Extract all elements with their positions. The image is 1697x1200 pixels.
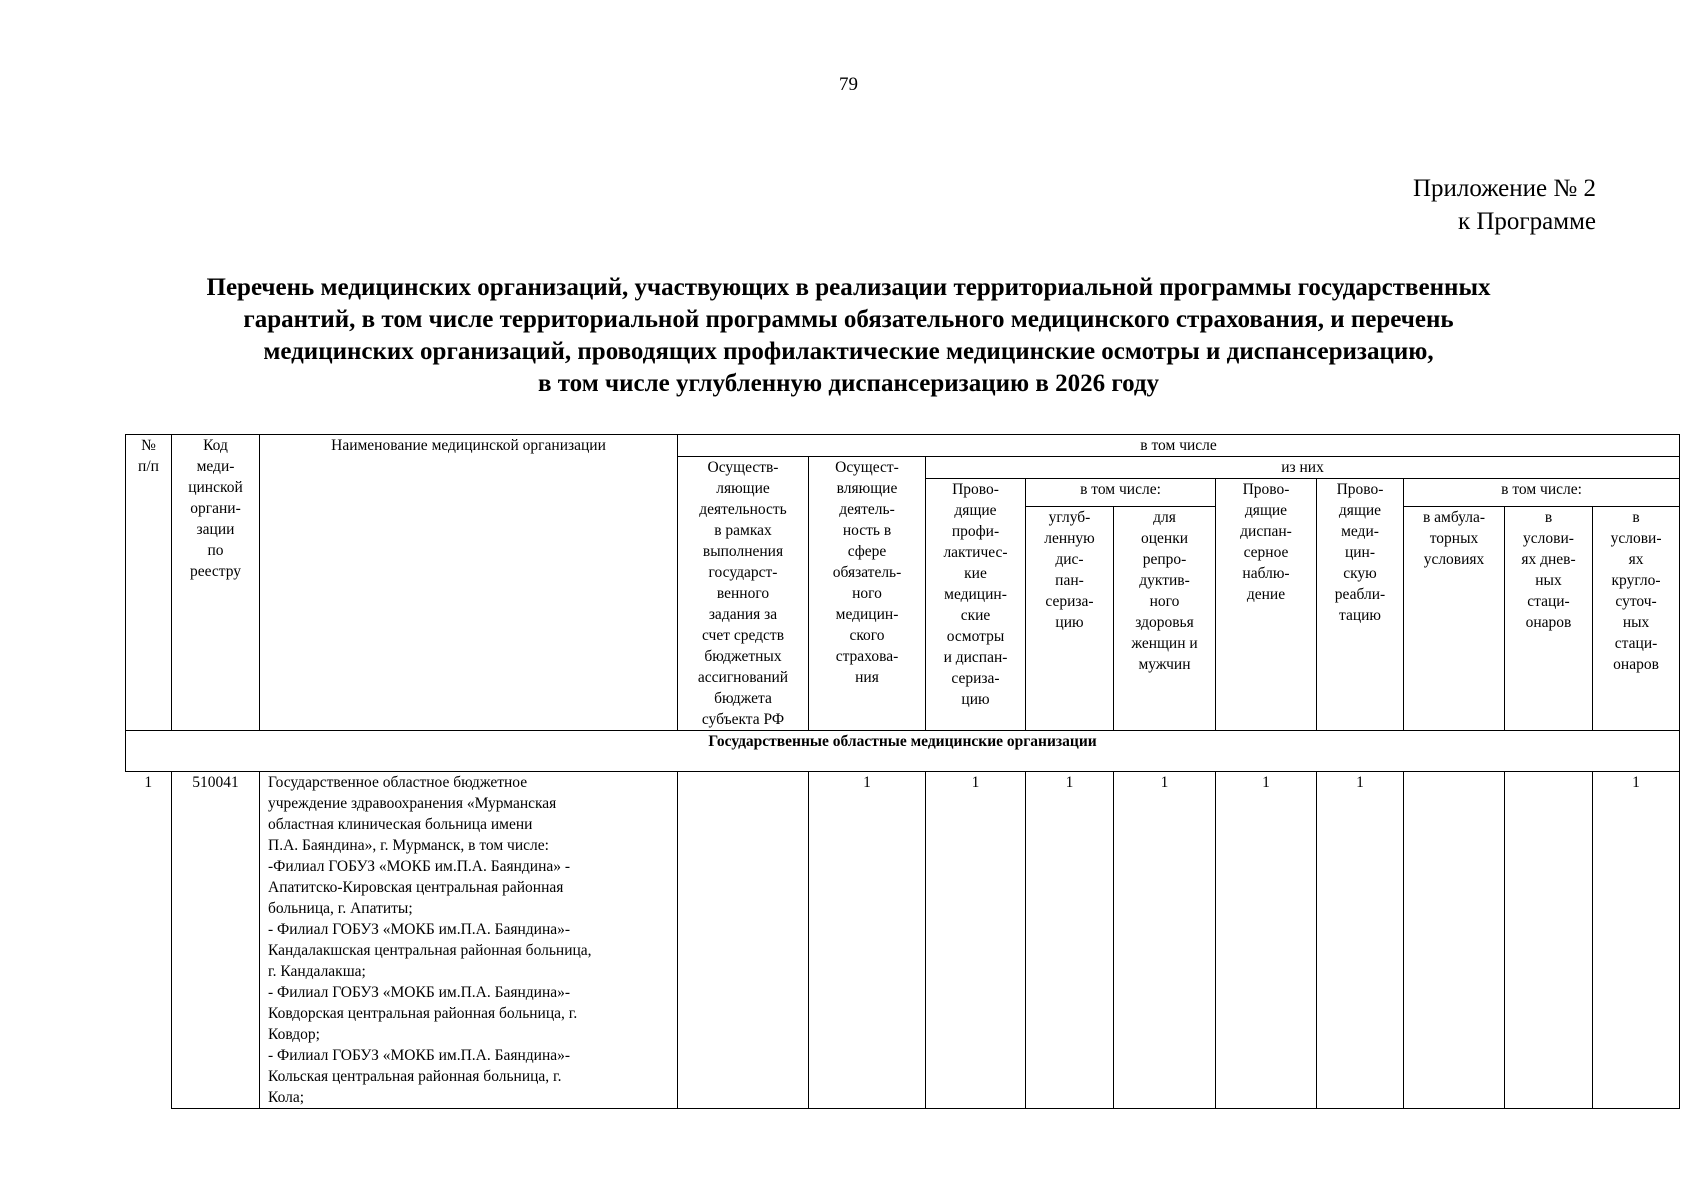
header-name: Наименование медицинской организации bbox=[260, 435, 678, 731]
row-reproductive: 1 bbox=[1114, 772, 1216, 1109]
row-org-name: Государственное областное бюджетное учреждение здравоохранения «Мурманская областная клиническая больница имени П.А. Баяндина», г. Мурманск, в том числе: -Филиал ГОБУЗ «МОКБ им.П.А. Баяндина» - Апатитско-Кировская центральная районная больница, г. Апатиты; - Филиал ГОБУЗ «МОКБ им.П.А. Баяндина»- Кандалакшская центральная районная больница, г. Кандалакша; - Филиал ГОБУЗ «МОКБ им.П.А. Баяндина»- Ковдорская центральная районная больница, г. Ковдор; - Филиал ГОБУЗ «МОКБ им.П.А. Баяндина»- Кольская центральная районная больница, г. Кола; bbox=[260, 772, 678, 1109]
page-number: 79 bbox=[839, 74, 858, 95]
header-budget: Осуществ- ляющие деятельность в рамках выполнения государст- венного задания за счет средств бюджетных ассигнований бюджета субъекта РФ bbox=[678, 457, 809, 731]
header-day-hospital: в услови- ях днев- ных стаци- онаров bbox=[1505, 507, 1593, 731]
header-preventive: Прово- дящие профи- лактичес- кие медицин- ские осмотры и диспан- сериза- цию bbox=[926, 479, 1026, 731]
title-line-2: гарантий, в том числе территориальной программы обязательного медицинского страхования, и перечень bbox=[243, 306, 1454, 333]
header-including-colon-1: в том числе: bbox=[1026, 479, 1216, 507]
organizations-table bbox=[125, 434, 1680, 1109]
section-title: Государственные областные медицинские организации bbox=[126, 731, 1680, 772]
row-deep: 1 bbox=[1026, 772, 1114, 1109]
row-num: 1 bbox=[126, 772, 172, 1109]
header-including-colon-2: в том числе: bbox=[1404, 479, 1680, 507]
header-dispensary: Прово- дящие диспан- серное наблю- дение bbox=[1216, 479, 1317, 731]
row-day-hospital bbox=[1505, 772, 1593, 1109]
row-oms: 1 bbox=[809, 772, 926, 1109]
document-title bbox=[100, 272, 1597, 400]
row-preventive: 1 bbox=[926, 772, 1026, 1109]
row-rehab: 1 bbox=[1317, 772, 1404, 1109]
header-round-clock: в услови- ях кругло- суточ- ных стаци- онаров bbox=[1593, 507, 1680, 731]
appendix-line-2: к Программе bbox=[1457, 208, 1596, 235]
header-oms: Осущест- вляющие деятель- ность в сфере обязатель- ного медицин- ского страхова- ния bbox=[809, 457, 926, 731]
header-of-them: из них bbox=[926, 457, 1680, 479]
header-num: № п/п bbox=[126, 435, 172, 731]
header-code: Код меди- цинской органи- зации по реестру bbox=[172, 435, 260, 731]
header-deep: углуб- ленную дис- пан- сериза- цию bbox=[1026, 507, 1114, 731]
header-including: в том числе bbox=[678, 435, 1680, 457]
row-outpatient bbox=[1404, 772, 1505, 1109]
header-rehab: Прово- дящие меди- цин- скую реабли- тацию bbox=[1317, 479, 1404, 731]
header-reproductive: для оценки репро- дуктив- ного здоровья женщин и мужчин bbox=[1114, 507, 1216, 731]
title-line-3: медицинских организаций, проводящих профилактические медицинские осмотры и диспансеризацию, bbox=[263, 338, 1434, 365]
title-line-1: Перечень медицинских организаций, участвующих в реализации территориальной программы государственных bbox=[206, 274, 1491, 301]
title-line-4: в том числе углубленную диспансеризацию в 2026 году bbox=[537, 370, 1160, 397]
row-budget bbox=[678, 772, 809, 1109]
header-outpatient: в амбула- торных условиях bbox=[1404, 507, 1505, 731]
table-row bbox=[126, 772, 1680, 1109]
appendix-label bbox=[1413, 172, 1596, 238]
row-dispensary: 1 bbox=[1216, 772, 1317, 1109]
row-round-clock: 1 bbox=[1593, 772, 1680, 1109]
appendix-line-1: Приложение № 2 bbox=[1412, 175, 1596, 202]
row-code: 510041 bbox=[172, 772, 260, 1109]
